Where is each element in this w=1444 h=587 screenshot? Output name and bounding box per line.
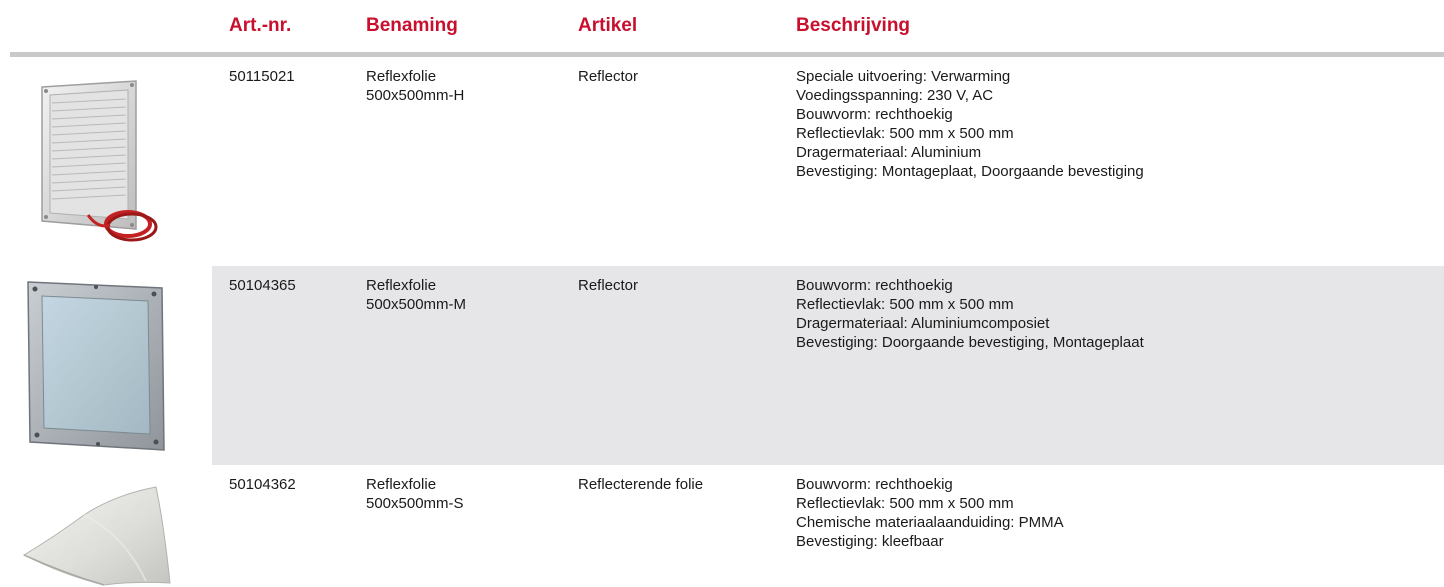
description-line: Speciale uitvoering: Verwarming [796, 68, 1011, 85]
description-line: Bouwvorm: rechthoekig [796, 106, 953, 123]
description-line: Voedingsspanning: 230 V, AC [796, 87, 994, 104]
description-cell [796, 67, 1144, 181]
art-nr-cell: 50104365 [229, 277, 296, 294]
description-line: Bevestiging: kleefbaar [796, 533, 944, 550]
description-line: Bevestiging: Montageplaat, Doorgaande bevestiging [796, 163, 1144, 180]
article-cell: Reflector [578, 277, 639, 294]
table-row [0, 465, 1444, 587]
description-cell [796, 475, 1064, 551]
header-art-nr: Art.-nr. [229, 15, 292, 36]
reflector-with-cable-image [28, 79, 168, 251]
name-cell: Reflexfolie 500x500mm-H [366, 68, 465, 104]
reflective-foil-image [14, 485, 174, 587]
description-line: Dragermateriaal: Aluminiumcomposiet [796, 315, 1050, 332]
description-line: Bouwvorm: rechthoekig [796, 476, 953, 493]
description-line: Reflectievlak: 500 mm x 500 mm [796, 495, 1014, 512]
description-line: Reflectievlak: 500 mm x 500 mm [796, 125, 1014, 142]
reflector-panel-image [20, 278, 170, 456]
name-cell: Reflexfolie 500x500mm-M [366, 277, 467, 313]
name-cell: Reflexfolie 500x500mm-S [366, 476, 464, 512]
table-row [0, 57, 1444, 254]
article-cell: Reflector [578, 68, 639, 85]
table-header [0, 0, 1444, 52]
header-name: Benaming [366, 15, 458, 36]
description-line: Bevestiging: Doorgaande bevestiging, Montageplaat [796, 334, 1144, 351]
description-cell [796, 276, 1144, 352]
art-nr-cell: 50115021 [229, 68, 295, 85]
header-article: Artikel [578, 15, 638, 36]
description-line: Chemische materiaalaanduiding: PMMA [796, 514, 1064, 531]
header-description: Beschrijving [796, 15, 911, 36]
table-row [0, 266, 1444, 465]
description-line: Reflectievlak: 500 mm x 500 mm [796, 296, 1014, 313]
description-line: Dragermateriaal: Aluminium [796, 144, 982, 161]
art-nr-cell: 50104362 [229, 476, 296, 493]
description-line: Bouwvorm: rechthoekig [796, 277, 953, 294]
article-cell: Reflecterende folie [578, 476, 704, 493]
